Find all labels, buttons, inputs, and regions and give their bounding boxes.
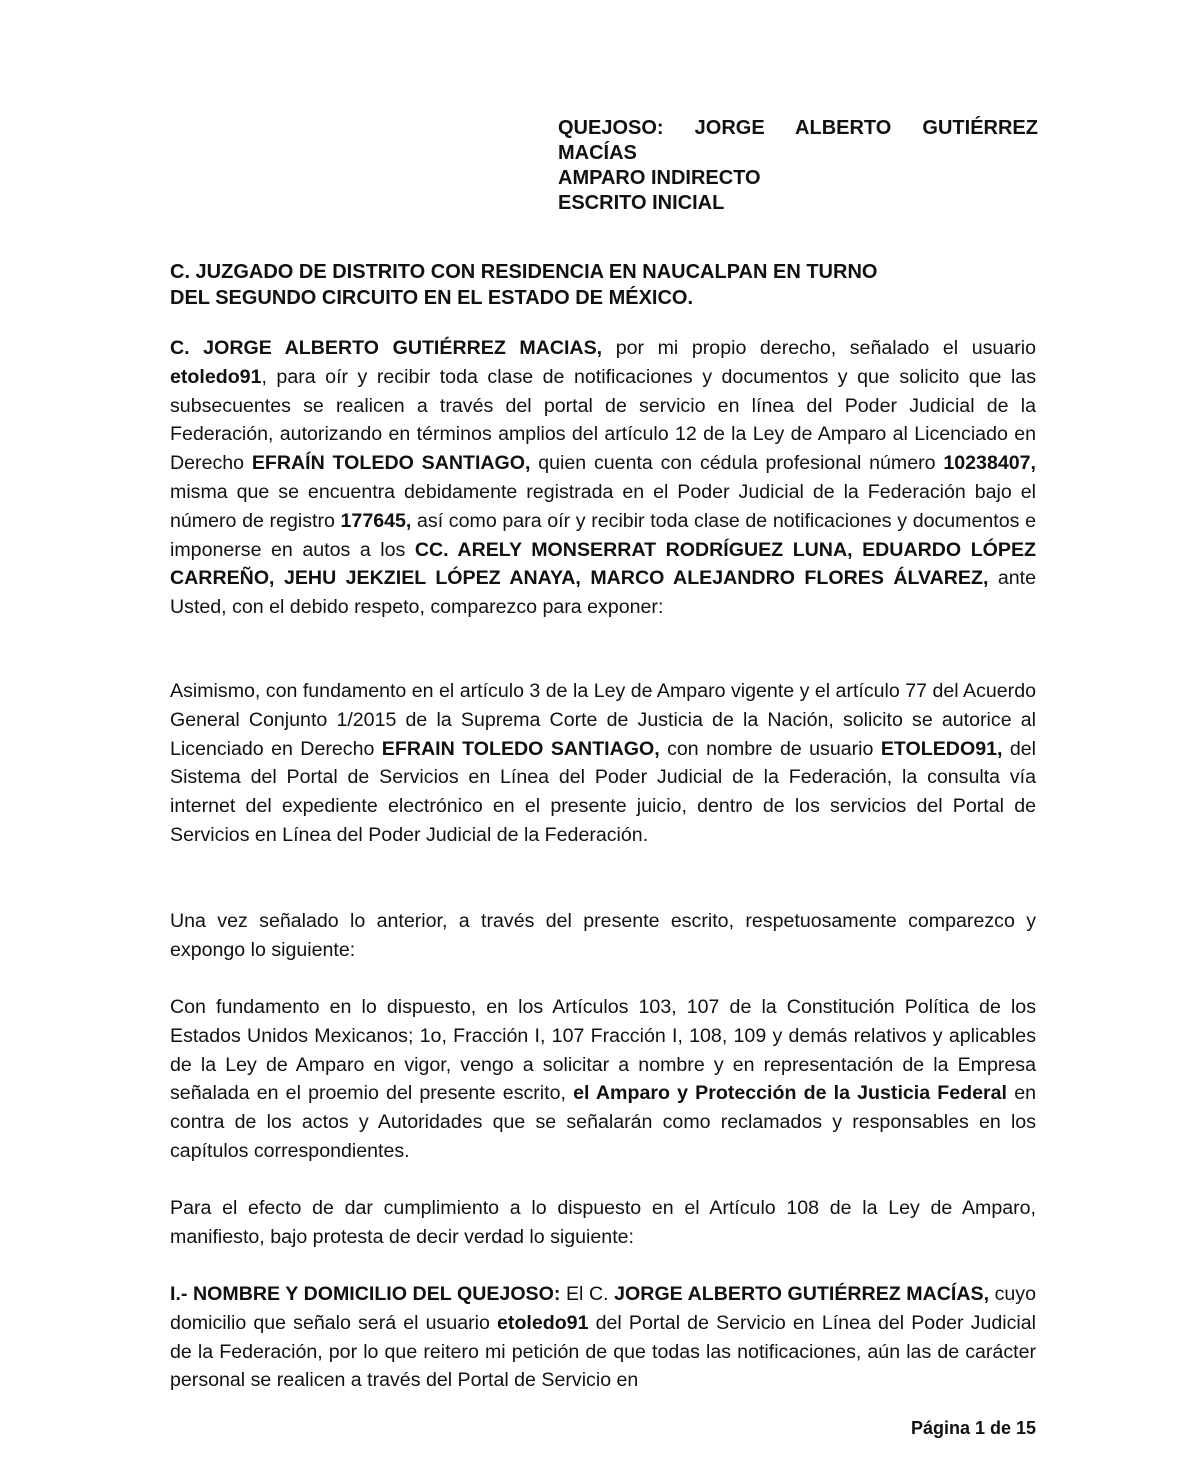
quejoso-name: JORGE ALBERTO GUTIÉRREZ xyxy=(694,117,1038,139)
amparo-type: AMPARO INDIRECTO xyxy=(558,167,761,189)
text-run: ante Usted, con el debido respeto, comparezco para exponer: xyxy=(170,567,1036,619)
text-run: con nombre de usuario xyxy=(659,737,881,760)
addressee-line-1: C. JUZGADO DE DISTRITO CON RESIDENCIA EN NAUCALPAN EN TURNO xyxy=(170,261,878,283)
quejoso-name-continued: MACÍAS xyxy=(558,142,637,164)
quejoso-line xyxy=(558,116,1038,141)
party-name: C. JORGE ALBERTO GUTIÉRREZ MACIAS, xyxy=(170,337,603,359)
text-run: quien cuenta con cédula profesional número xyxy=(530,452,944,475)
text-run: Para el efecto de dar cumplimiento a lo dispuesto en el Artículo 108 de la Ley de Amparo, manifiesto, bajo protesta de decir verdad lo siguiente: xyxy=(170,1197,1036,1248)
case-header xyxy=(558,116,1038,216)
text-run: misma que se encuentra debidamente registrada en el Poder Judicial de la Federación bajo el número de registro xyxy=(170,480,1036,532)
text-run: El C. xyxy=(560,1283,615,1305)
text-run: por mi propio derecho, señalado el usuario xyxy=(602,337,1036,359)
user-id: etoledo91 xyxy=(497,1311,589,1334)
text-run: Asimismo, con fundamento en el artículo 3 de la Ley de Amparo vigente y el artículo 77 del Acuerdo General Conjunto 1/2015 de la Suprema Corte de Justicia de la Nación, solicito se autorice al Licenciado en Derecho xyxy=(170,680,1036,760)
user-id: etoledo91 xyxy=(170,365,262,388)
text-run: cuyo domicilio que señalo será el usuario xyxy=(170,1283,1036,1334)
page-number: Página 1 de 15 xyxy=(910,1418,1036,1438)
license-number: 10238407, xyxy=(943,452,1036,475)
escrito-type: ESCRITO INICIAL xyxy=(558,192,725,214)
quejoso-label: QUEJOSO: xyxy=(558,117,664,139)
paragraph-appearance xyxy=(170,334,1036,622)
text-run: Con fundamento en lo dispuesto, en los Artículos 103, 107 de la Constitución Política de los Estados Unidos Mexicanos; 1o, Fracción I, 107 Fracción I, 108, 109 y demás relativos y aplicables de la Ley de Amparo en vigor, vengo a solicitar a nombre y en representación de la Empresa señalada en el proemio del presente escrito, xyxy=(170,996,1036,1105)
text-run: así como para oír y recibir toda clase de notificaciones y documentos e imponerse en autos a los xyxy=(170,509,1036,561)
paragraph-protest xyxy=(170,1194,1036,1252)
paragraph-legal-basis xyxy=(170,993,1036,1166)
addressee-line-2: DEL SEGUNDO CIRCUITO EN EL ESTADO DE MÉXICO. xyxy=(170,287,694,309)
text-run: del Sistema del Portal de Servicios en Línea del Poder Judicial de la Federación, la consulta vía internet del expediente electrónico en el presente juicio, dentro de los servicios del Portal de Servicios en Línea del Poder Judicial de la Federación. xyxy=(170,737,1036,846)
registry-number: 177645, xyxy=(340,509,412,532)
party-name: JORGE ALBERTO GUTIÉRREZ MACÍAS, xyxy=(614,1283,990,1305)
user-id: ETOLEDO91, xyxy=(880,737,1003,760)
text-run: en contra de los actos y Autoridades que se señalarán como reclamados y responsables en los capítulos correspondientes. xyxy=(170,1082,1036,1162)
paragraph-authorization xyxy=(170,677,1036,850)
text-run: del Portal de Servicio en Línea del Poder Judicial de la Federación, por lo que reitero mi petición de que todas las notificaciones, aún las de carácter personal se realicen a través del Portal de Servicio en xyxy=(170,1311,1036,1392)
lawyer-name: EFRAÍN TOLEDO SANTIAGO, xyxy=(251,452,531,475)
text-run: , para oír y recibir toda clase de notificaciones y documentos y que solicito que las subsecuentes se realicen a través del portal de servicio en línea del Poder Judicial de la Federación, autorizando en términos amplios del artículo 12 de la Ley de Amparo al Licenciado en Derecho xyxy=(170,365,1036,475)
paragraph-section-i xyxy=(170,1280,1036,1395)
authorized-persons: CC. ARELY MONSERRAT RODRÍGUEZ LUNA, EDUARDO LÓPEZ CARREÑO, JEHU JEKZIEL LÓPEZ ANAYA, MARCO ALEJANDRO FLORES ÁLVAREZ, xyxy=(170,538,1037,590)
section-heading: I.- NOMBRE Y DOMICILIO DEL QUEJOSO: xyxy=(170,1283,561,1305)
amparo-request: el Amparo y Protección de la Justicia Federal xyxy=(573,1082,1008,1105)
addressee-court xyxy=(170,259,990,311)
lawyer-name: EFRAIN TOLEDO SANTIAGO, xyxy=(381,737,660,760)
paragraph-statement xyxy=(170,907,1036,965)
text-run: Una vez señalado lo anterior, a través del presente escrito, respetuosamente comparezco y expongo lo siguiente: xyxy=(170,910,1036,961)
